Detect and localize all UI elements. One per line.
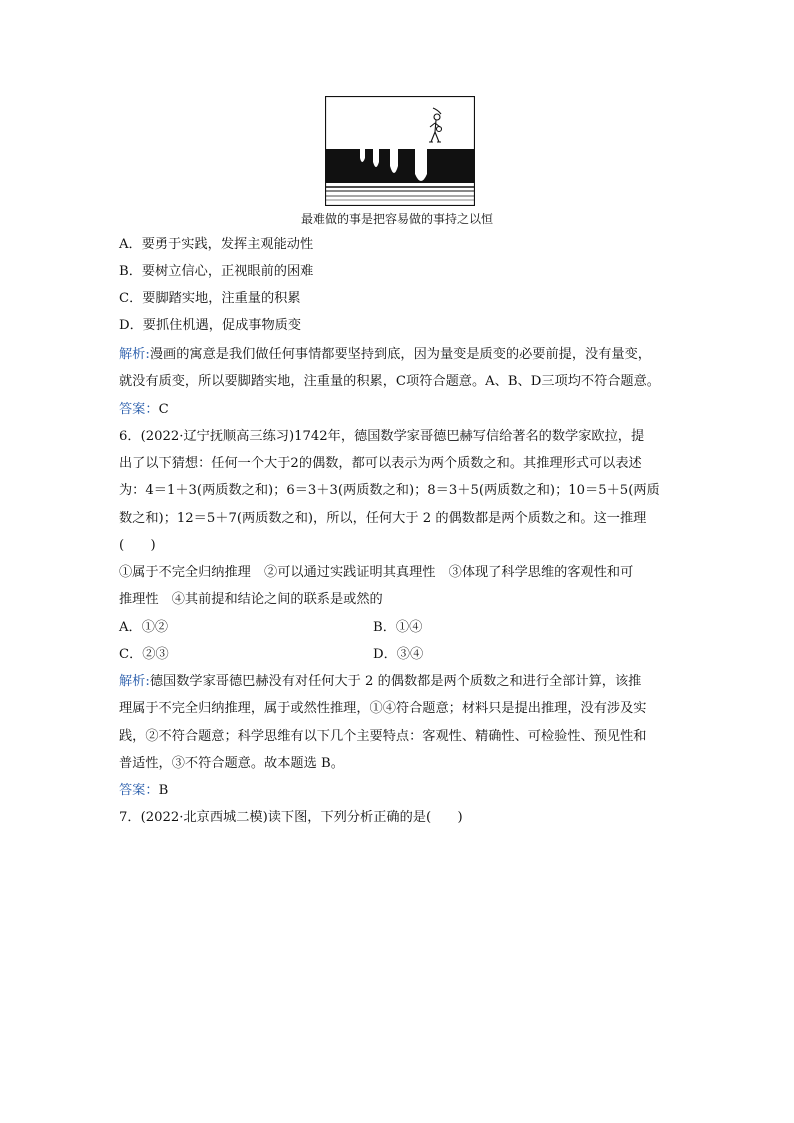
- q6-statement-line-2: 推理性 ④其前提和结论之间的联系是或然的: [119, 592, 383, 607]
- q6-answer-label: 答案：: [119, 783, 159, 798]
- q5-option-b: B．要树立信心，正视眼前的困难: [119, 264, 314, 279]
- q6-analysis-line-4: 普适性，③不符合题意。故本题选 B。: [119, 756, 344, 771]
- q7-stem: 7．(2022·北京西城二模)读下图，下列分析正确的是( ): [119, 810, 463, 825]
- q5-analysis-text-1: 漫画的寓意是我们做任何事情都要坚持到底，因为量变是质变的必要前提，没有量变，: [149, 347, 651, 362]
- q5-analysis-label: 解析:: [119, 347, 150, 362]
- q5-answer-value: C: [158, 402, 169, 417]
- q6-option-b: B．①④: [373, 620, 423, 635]
- q6-answer: [119, 782, 168, 800]
- cartoon-illustration: [325, 96, 475, 206]
- q6-analysis-label: 解析:: [119, 674, 150, 689]
- q6-stem-line-3: 为：4＝1＋3(两质数之和)；6＝3＋3(两质数之和)；8＝3＋5(两质数之和)；10＝5＋5(两质: [119, 483, 660, 498]
- q6-option-c: C．②③: [119, 647, 169, 662]
- q5-analysis-line-2: 就没有质变，所以要脚踏实地，注重量的积累，C项符合题意。A、B、D三项均不符合题意。: [119, 374, 660, 389]
- q5-analysis-line-1: [119, 346, 651, 364]
- q6-stem-line-4: 数之和)；12＝5＋7(两质数之和)，所以，任何大于 2 的偶数都是两个质数之和。这一推理: [119, 511, 647, 526]
- q6-analysis-text-1: 德国数学家哥德巴赫没有对任何大于 2 的偶数都是两个质数之和进行全部计算，该推: [149, 674, 642, 689]
- q6-analysis-line-3: 践，②不符合题意；科学思维有以下几个主要特点：客观性、精确性、可检验性、预见性和: [119, 729, 647, 744]
- q6-analysis-line-2: 理属于不完全归纳推理，属于或然性推理，①④符合题意；材料只是提出推理，没有涉及实: [119, 701, 647, 716]
- q5-option-a: A．要勇于实践，发挥主观能动性: [119, 237, 314, 252]
- q6-stem-line-1: 6．(2022·辽宁抚顺高三练习)1742年，德国数学家哥德巴赫写信给著名的数学家欧拉，提: [119, 429, 645, 444]
- q6-analysis-line-1: [119, 673, 641, 691]
- q6-stem-line-5: ( ): [119, 538, 156, 553]
- cartoon-caption: 最难做的事是把容易做的事持之以恒: [300, 212, 493, 226]
- q5-option-d: D．要抓住机遇，促成事物质变: [119, 318, 302, 333]
- q5-answer-label: 答案：: [119, 402, 159, 417]
- q6-option-d: D．③④: [373, 647, 424, 662]
- q5-answer: [119, 401, 169, 419]
- q6-statement-line-1: ①属于不完全归纳推理 ②可以通过实践证明其真理性 ③体现了科学思维的客观性和可: [119, 565, 634, 580]
- q5-option-c: C．要脚踏实地，注重量的积累: [119, 291, 301, 306]
- q6-option-a: A．①②: [119, 620, 169, 635]
- q6-stem-line-2: 出了以下猜想：任何一个大于2的偶数，都可以表示为两个质数之和。其推理形式可以表述: [119, 456, 642, 471]
- q6-answer-value: B: [158, 783, 169, 798]
